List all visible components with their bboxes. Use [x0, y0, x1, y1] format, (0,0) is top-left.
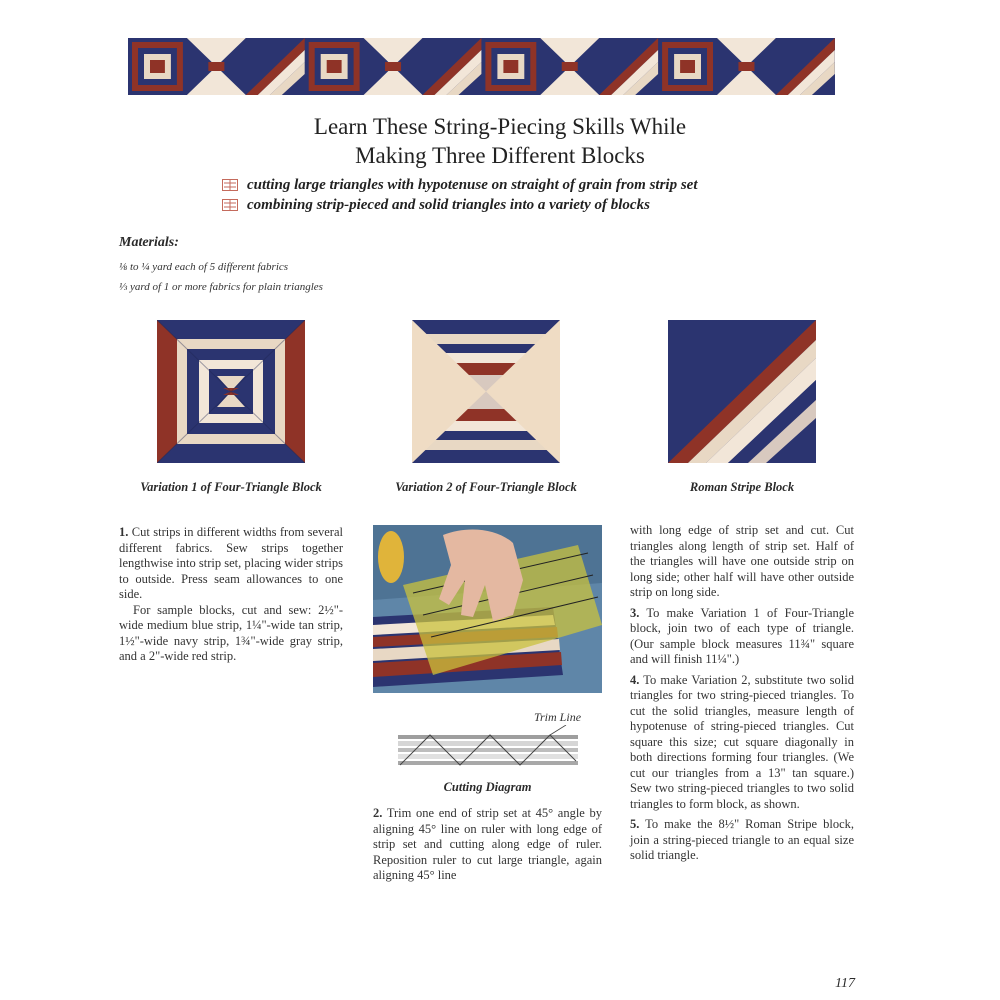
step-body: To make Variation 2, substitute two solid triangles for two string-pieced triangles. To cut the solid triangles, measure length of hypotenuse of string-pieced triangles. Cut square this size; cut square diagonally in both directions forming four triangles. (We cut our triangles from a 13" tan square.) Sew two string-pieced triangles to two solid triangles to form block, as shown.: [630, 672, 854, 811]
banner-square-unit: [150, 60, 165, 73]
skill-text: combining strip-pieced and solid triangles into a variety of blocks: [247, 197, 650, 213]
step-number: 1.: [119, 525, 129, 539]
skills-list: [222, 175, 862, 215]
banner-hourglass-unit: [738, 62, 754, 71]
step-1-text: [119, 525, 343, 665]
step-body: To make Variation 1 of Four-Triangle block, join two of each type of triangle. (Our sample block measures 11¾" square and will finish 11¼".): [630, 605, 855, 666]
page-number: 117: [835, 976, 855, 991]
skill-item: [222, 195, 862, 215]
cutting-diagram-caption: Cutting Diagram: [443, 780, 532, 794]
block-caption: Roman Stripe Block: [689, 480, 795, 494]
page-title: [0, 112, 1000, 170]
materials-list: [119, 257, 323, 297]
materials-heading: Materials:: [119, 235, 179, 250]
block-caption: Variation 1 of Four-Triangle Block: [140, 480, 322, 494]
step-number: 2.: [373, 806, 383, 820]
step-body: To make the 8½" Roman Stripe block, join a string-pieced triangle to an equal size solid triangle.: [630, 817, 854, 862]
banner-hourglass-unit: [562, 62, 578, 71]
cutting-photo: [373, 525, 602, 693]
roman-stripe-block-image: [668, 320, 816, 463]
block-caption: Variation 2 of Four-Triangle Block: [395, 480, 577, 494]
quilt-border-banner: [128, 38, 835, 95]
trim-line-label: Trim Line: [534, 710, 582, 724]
variation-2-block-image: [412, 320, 560, 463]
steps-column-3: [630, 523, 854, 864]
cutting-diagram: [398, 725, 578, 773]
banner-square-unit: [680, 60, 695, 73]
banner-hourglass-unit: [385, 62, 401, 71]
step-body: Trim one end of strip set at 45° angle by aligning 45° line on ruler with long edge of strip set and cutting along edge of ruler. Reposition ruler to cut large triangle, again aligning 45° line: [373, 806, 602, 882]
step-body: For sample blocks, cut and sew: 2½"-wide medium blue strip, 1¼"-wide tan strip, 1½"-wide navy strip, 1¾"-wide gray strip, and a 2"-wide red strip.: [119, 602, 343, 663]
quilt-block-icon: [222, 199, 238, 211]
skill-item: [222, 175, 862, 195]
banner-hourglass-unit: [208, 62, 224, 71]
step-number: 4.: [630, 672, 640, 687]
variation-1-block-image: [157, 320, 305, 463]
title-line-1: Learn These String-Piecing Skills While: [313, 114, 687, 139]
step-body: Cut strips in different widths from several different fabrics. Sew strips together lengthwise into strip set, placing wider strips to outside. Press seam allowances to one side.: [119, 525, 343, 601]
materials-item: ⅓ yard of 1 or more fabrics for plain triangles: [119, 281, 323, 293]
step-number: 3.: [630, 605, 640, 620]
quilt-block-icon: [222, 179, 238, 191]
step-2-text: [373, 806, 602, 884]
step-number: 5.: [630, 817, 640, 831]
title-line-2: Making Three Different Blocks: [355, 143, 645, 168]
step-2-continued: with long edge of strip set and cut. Cut triangles along length of strip set. Half of the triangles will have one outside strip on long side; other half will have other outside strip on long side.: [630, 523, 854, 599]
banner-square-unit: [327, 60, 342, 73]
skill-text: cutting large triangles with hypotenuse on straight of grain from strip set: [247, 177, 698, 193]
banner-square-unit: [503, 60, 518, 73]
materials-item: ⅛ to ¼ yard each of 5 different fabrics: [119, 261, 289, 273]
